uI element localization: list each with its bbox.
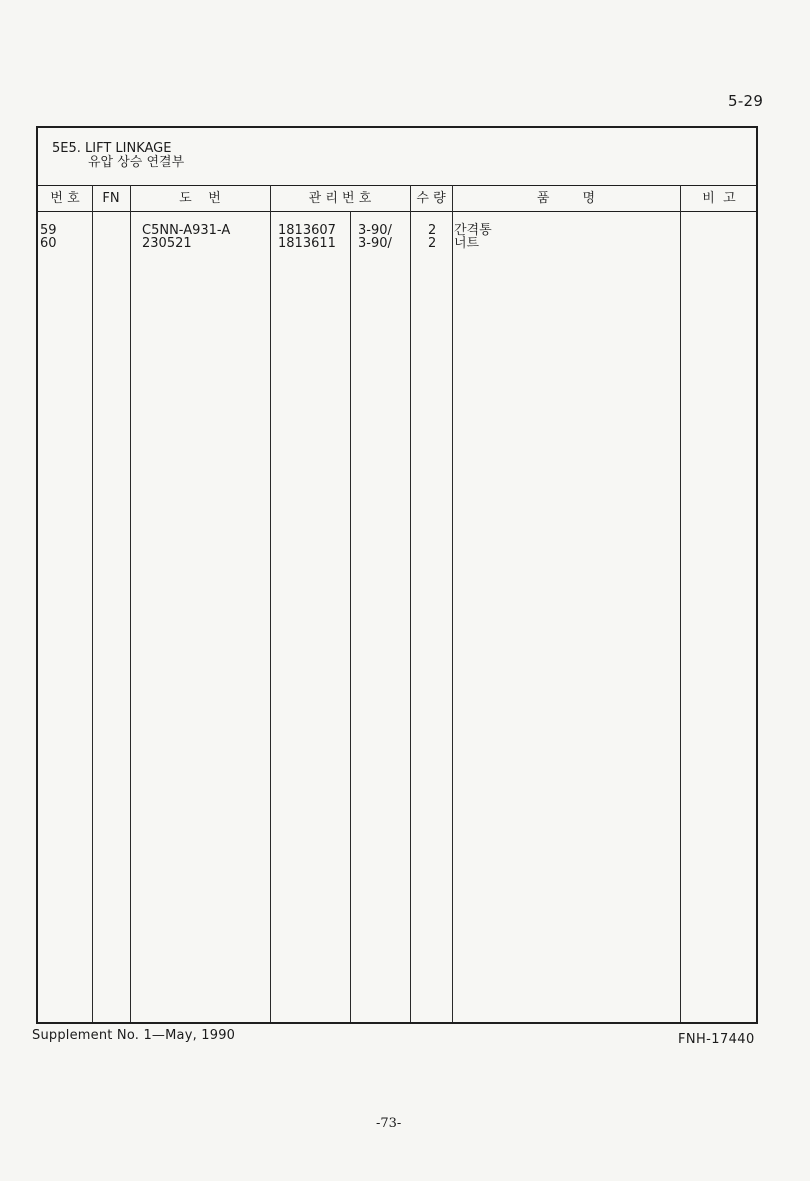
column-divider [452, 185, 453, 1022]
column-divider [350, 211, 351, 1022]
page-footer-number: -73- [376, 1116, 402, 1131]
header-no: 번 호 [50, 191, 80, 206]
header-remarks: 비 고 [702, 191, 736, 206]
column-divider [270, 185, 271, 1022]
row-quantity: 2 [428, 223, 437, 238]
row-management-date: 3-90/ [358, 236, 392, 251]
header-drawing-number: 도 번 [179, 191, 221, 206]
header-quantity: 수 량 [416, 191, 446, 206]
header-fn: FN [102, 191, 120, 206]
section-title [52, 142, 184, 170]
column-divider [92, 185, 93, 1022]
column-divider [130, 185, 131, 1022]
section-title-ko: 유압 상승 연결부 [88, 155, 185, 170]
header-part-name: 품 명 [536, 191, 596, 206]
row-drawing-number: 230521 [142, 236, 192, 251]
row-quantity: 2 [428, 236, 437, 251]
row-drawing-number: C5NN-A931-A [142, 223, 231, 238]
row-no: 59 [40, 223, 57, 238]
column-divider [680, 185, 681, 1022]
row-no: 60 [40, 236, 57, 251]
section-title-en: 5E5. LIFT LINKAGE [52, 141, 172, 156]
page-number: 5-29 [728, 92, 764, 110]
supplement-note: Supplement No. 1—May, 1990 [32, 1028, 236, 1043]
row-management-number: 1813611 [278, 236, 336, 251]
column-divider [410, 185, 411, 1022]
document-code: FNH-17440 [678, 1032, 755, 1047]
parts-list-table [36, 126, 758, 1024]
header-management-number: 관 리 번 호 [308, 191, 372, 206]
row-management-date: 3-90/ [358, 223, 392, 238]
row-part-name: 간격통 [454, 223, 492, 238]
header-bottom-rule [38, 211, 756, 212]
row-management-number: 1813607 [278, 223, 336, 238]
row-part-name: 너트 [454, 236, 480, 251]
